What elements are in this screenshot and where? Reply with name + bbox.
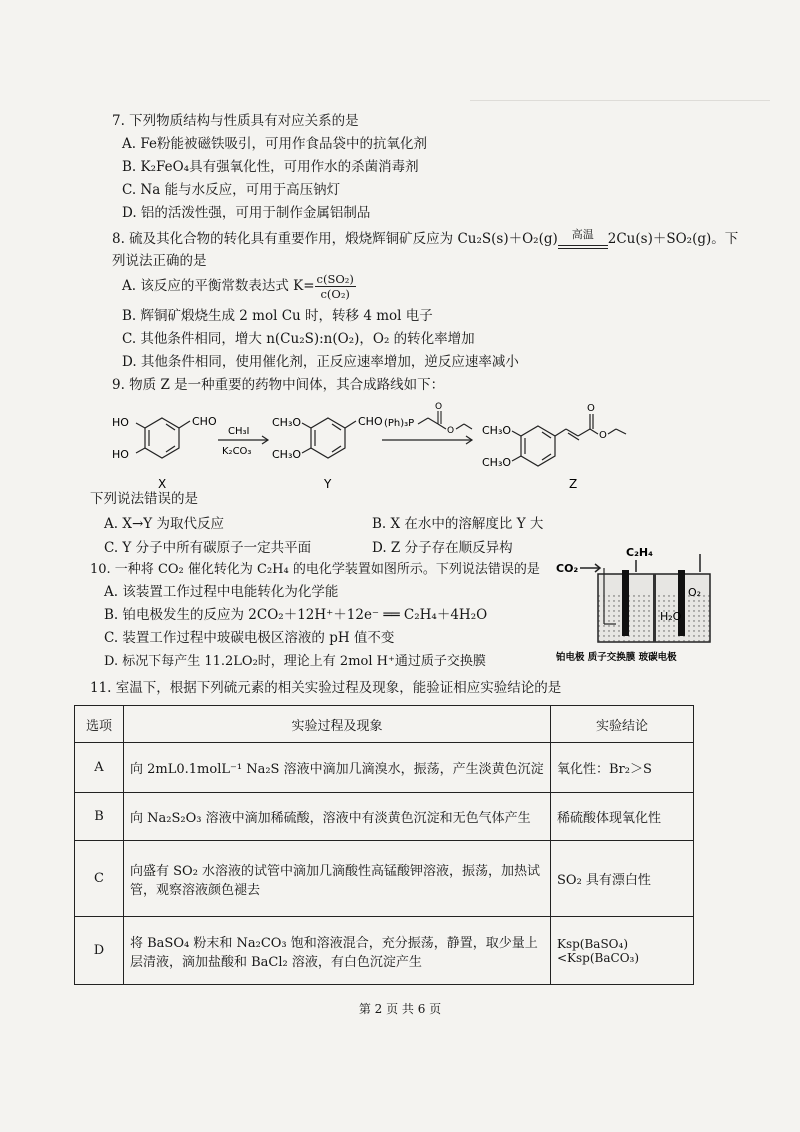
co2-inlet-label: CO₂ [556, 562, 579, 575]
bleed-through [470, 100, 770, 161]
ylide-skeleton [418, 411, 472, 429]
q9-option-c: C. Y 分子中所有碳原子一定共平面 [104, 540, 312, 556]
row-option: D [75, 917, 124, 985]
molecule-x [136, 418, 190, 458]
row-option: B [75, 793, 124, 841]
reagent-ch3i: CH₃I [228, 426, 250, 437]
q10-option-b: B. 铂电极发生的反应为 2CO₂＋12H⁺＋12e⁻ ══ C₂H₄＋4H₂O [104, 607, 488, 623]
x-ho-top: HO [112, 416, 129, 429]
table-row [75, 793, 694, 841]
table-row [75, 841, 694, 917]
row-procedure: 向盛有 SO₂ 水溶液的试管中滴加几滴酸性高锰酸钾溶液，振荡，加热试管，观察溶液颜色褪去 [124, 841, 551, 917]
table-row [75, 917, 694, 985]
equilibrium-fraction [315, 272, 356, 301]
row-conclusion: 氧化性：Br₂＞S [551, 743, 694, 793]
row-procedure: 向 Na₂S₂O₃ 溶液中滴加稀硫酸，溶液中有淡黄色沉淀和无色气体产生 [124, 793, 551, 841]
experiment-table [74, 705, 694, 985]
y-och3-top: CH₃O [272, 416, 302, 429]
q8-option-a-prefix: A. 该反应的平衡常数表达式 K= [122, 278, 315, 294]
table-header-row [75, 706, 694, 743]
row-conclusion: Ksp(BaSO₄)<Ksp(BaCO₃) [551, 917, 694, 985]
h2o-label: H₂O [660, 610, 682, 623]
q7-option-c: C. Na 能与水反应，可用于高压钠灯 [122, 182, 341, 198]
q9-stem: 9. 物质 Z 是一种重要的药物中间体，其合成路线如下： [112, 377, 445, 393]
q8-stem-tail: 2Cu(s)＋SO₂(g)。下 [607, 231, 739, 247]
reagent-ph3p: (Ph)₃P [384, 418, 415, 429]
q7-option-b: B. K₂FeO₄具有强氧化性，可用作水的杀菌消毒剂 [122, 159, 419, 175]
q10-stem: 10. 一种将 CO₂ 催化转化为 C₂H₄ 的电化学装置如图所示。下列说法错误的是 [90, 562, 540, 577]
q8-option-c: C. 其他条件相同，增大 n(Cu₂S):n(O₂)，O₂ 的转化率增加 [122, 331, 475, 347]
reaction-arrow [558, 228, 608, 249]
y-label: Y [324, 477, 332, 491]
c2h4-outlet-label: C₂H₄ [626, 546, 653, 559]
row-option: A [75, 743, 124, 793]
q7-option-a: A. Fe粉能被磁铁吸引，可用作食品袋中的抗氧化剂 [122, 136, 427, 152]
proton-exchange-membrane [653, 574, 656, 642]
table-row [75, 743, 694, 793]
z-label: Z [569, 477, 578, 491]
q10-option-c: C. 装置工作过程中玻碳电极区溶液的 pH 值不变 [104, 630, 395, 646]
reagent-k2co3: K₂CO₃ [222, 446, 252, 457]
header-conclusion: 实验结论 [551, 706, 694, 743]
z-och3-top: CH₃O [482, 424, 512, 437]
y-cho: CHO [358, 415, 383, 428]
q7-stem: 7. 下列物质结构与性质具有对应关系的是 [112, 113, 359, 129]
q8-stem-line2: 列说法正确的是 [112, 253, 207, 269]
x-ho-bottom: HO [112, 448, 129, 461]
header-option: 选项 [75, 706, 124, 743]
row-option: C [75, 841, 124, 917]
synthesis-route [100, 396, 700, 496]
z-carbonyl-o: O [587, 403, 595, 414]
q8-option-b: B. 辉铜矿煅烧生成 2 mol Cu 时，转移 4 mol 电子 [122, 308, 433, 324]
row-conclusion: 稀硫酸体现氧化性 [551, 793, 694, 841]
q11-stem: 11. 室温下，根据下列硫元素的相关实验过程及现象，能验证相应实验结论的是 [90, 680, 562, 696]
header-procedure: 实验过程及现象 [124, 706, 551, 743]
molecule-z [512, 414, 626, 466]
x-cho: CHO [192, 415, 217, 428]
molecule-y [302, 418, 356, 458]
fraction-denominator: c(O₂) [320, 287, 350, 301]
row-conclusion: SO₂ 具有漂白性 [551, 841, 694, 917]
q9-option-b: B. X 在水中的溶解度比 Y 大 [372, 516, 544, 532]
q8-stem [112, 230, 738, 249]
q9-option-a: A. X→Y 为取代反应 [104, 516, 224, 532]
q10-option-d: D. 标况下每产生 11.2LO₂时，理论上有 2mol H⁺通过质子交换膜 [104, 654, 486, 669]
reaction-condition: 高温 [571, 228, 594, 241]
platinum-electrode [622, 570, 629, 636]
fraction-numerator: c(SO₂) [316, 272, 354, 286]
y-och3-bottom: CH₃O [272, 448, 302, 461]
z-ester-o: O [599, 430, 607, 441]
z-och3-bottom: CH₃O [482, 456, 512, 469]
q10-option-a: A. 该装置工作过程中电能转化为化学能 [104, 584, 339, 600]
q9-option-d: D. Z 分子存在顺反异构 [372, 540, 513, 556]
equals-line [558, 245, 608, 249]
q8-option-d: D. 其他条件相同，使用催化剂，正反应速率增加，逆反应速率减小 [122, 354, 519, 370]
q9-question: 下列说法错误的是 [90, 491, 198, 507]
q8-option-a [122, 272, 356, 301]
q7-option-d: D. 铝的活泼性强，可用于制作金属铝制品 [122, 205, 371, 221]
electrochemical-cell [552, 544, 722, 666]
ylide-ester-o: O [447, 426, 455, 436]
ylide-carbonyl-o: O [435, 402, 443, 412]
row-procedure: 将 BaSO₄ 粉末和 Na₂CO₃ 饱和溶液混合，充分振荡，静置，取少量上层清液，滴加盐酸和 BaCl₂ 溶液，有白色沉淀产生 [124, 917, 551, 985]
glassy-carbon-electrode [678, 570, 685, 636]
row-procedure: 向 2mL0.1molL⁻¹ Na₂S 溶液中滴加几滴溴水，振荡，产生淡黄色沉淀 [124, 743, 551, 793]
q8-stem-head: 8. 硫及其化合物的转化具有重要作用，煅烧辉铜矿反应为 Cu₂S(s)＋O₂(g) [112, 231, 558, 247]
x-label: X [158, 477, 167, 491]
o2-label: O₂ [688, 586, 702, 599]
page-footer: 第 2 页 共 6 页 [358, 1002, 442, 1016]
diagram-caption: 铂电极 质子交换膜 玻碳电极 [556, 652, 677, 663]
